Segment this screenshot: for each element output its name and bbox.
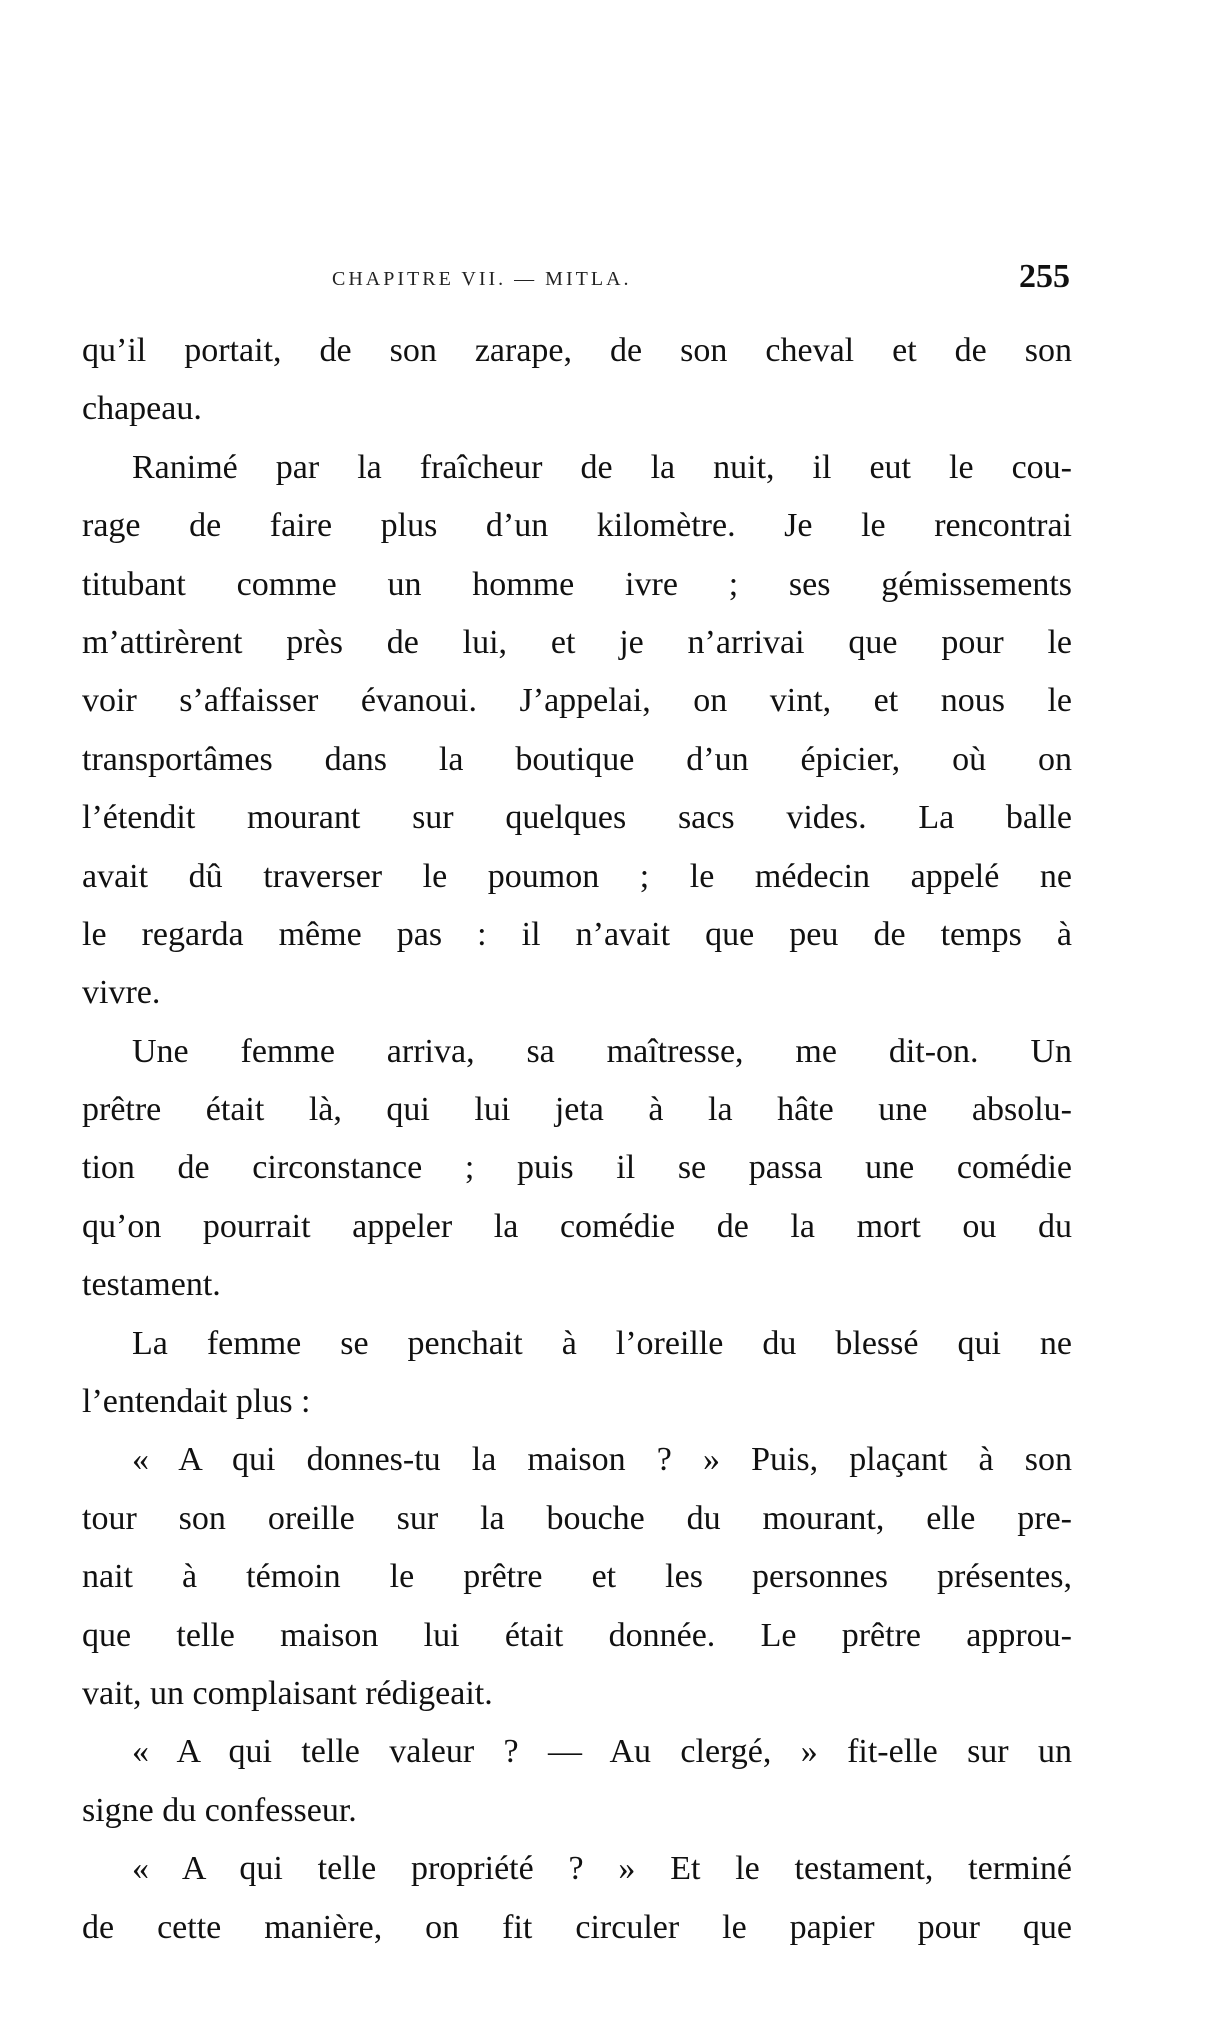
body-text	[82, 322, 1072, 1957]
text-line: m’attirèrent près de lui, et je n’arrivai que pour le	[82, 623, 1072, 661]
text-line: nait à témoin le prêtre et les personnes présentes,	[82, 1558, 1072, 1596]
text-line: Une femme arriva, sa maîtresse, me dit-on. Un	[132, 1032, 1072, 1070]
text-line: signe du confesseur.	[82, 1791, 357, 1829]
text-line: que telle maison lui était donnée. Le prêtre approu-	[82, 1616, 1072, 1654]
text-line: « A qui donnes-tu la maison ? » Puis, plaçant à son	[132, 1441, 1072, 1479]
text-line: titubant comme un homme ivre ; ses gémissements	[82, 565, 1072, 603]
text-line: de cette manière, on fit circuler le papier pour que	[82, 1908, 1072, 1946]
text-line: chapeau.	[82, 390, 202, 428]
text-line: voir s’affaisser évanoui. J’appelai, on vint, et nous le	[82, 682, 1072, 720]
text-line: qu’on pourrait appeler la comédie de la mort ou du	[82, 1207, 1072, 1245]
running-head	[82, 258, 1070, 308]
text-line: « A qui telle propriété ? » Et le testament, terminé	[132, 1850, 1072, 1888]
text-line: testament.	[82, 1266, 221, 1304]
text-line: avait dû traverser le poumon ; le médecin appelé ne	[82, 857, 1072, 895]
text-line: vait, un complaisant rédigeait.	[82, 1674, 493, 1712]
text-line: tour son oreille sur la bouche du mourant, elle pre-	[82, 1499, 1072, 1537]
text-line: prêtre était là, qui lui jeta à la hâte une absolu-	[82, 1091, 1072, 1129]
text-line: rage de faire plus d’un kilomètre. Je le rencontrai	[82, 507, 1072, 545]
text-line: tion de circonstance ; puis il se passa une comédie	[82, 1149, 1072, 1187]
text-line: vivre.	[82, 974, 161, 1012]
text-line: qu’il portait, de son zarape, de son cheval et de son	[82, 332, 1072, 369]
text-line: « A qui telle valeur ? — Au clergé, » fit-elle sur un	[132, 1733, 1072, 1771]
text-line: le regarda même pas : il n’avait que peu de temps à	[82, 915, 1072, 953]
text-line: Ranimé par la fraîcheur de la nuit, il eut le cou-	[132, 448, 1072, 486]
text-line: l’entendait plus :	[82, 1383, 311, 1421]
page-number: 255	[1019, 258, 1070, 295]
text-line: La femme se penchait à l’oreille du blessé qui ne	[132, 1324, 1072, 1362]
running-title: CHAPITRE VII. — MITLA.	[332, 268, 632, 290]
text-line: transportâmes dans la boutique d’un épicier, où on	[82, 740, 1072, 778]
text-line: l’étendit mourant sur quelques sacs vides. La balle	[82, 799, 1072, 837]
